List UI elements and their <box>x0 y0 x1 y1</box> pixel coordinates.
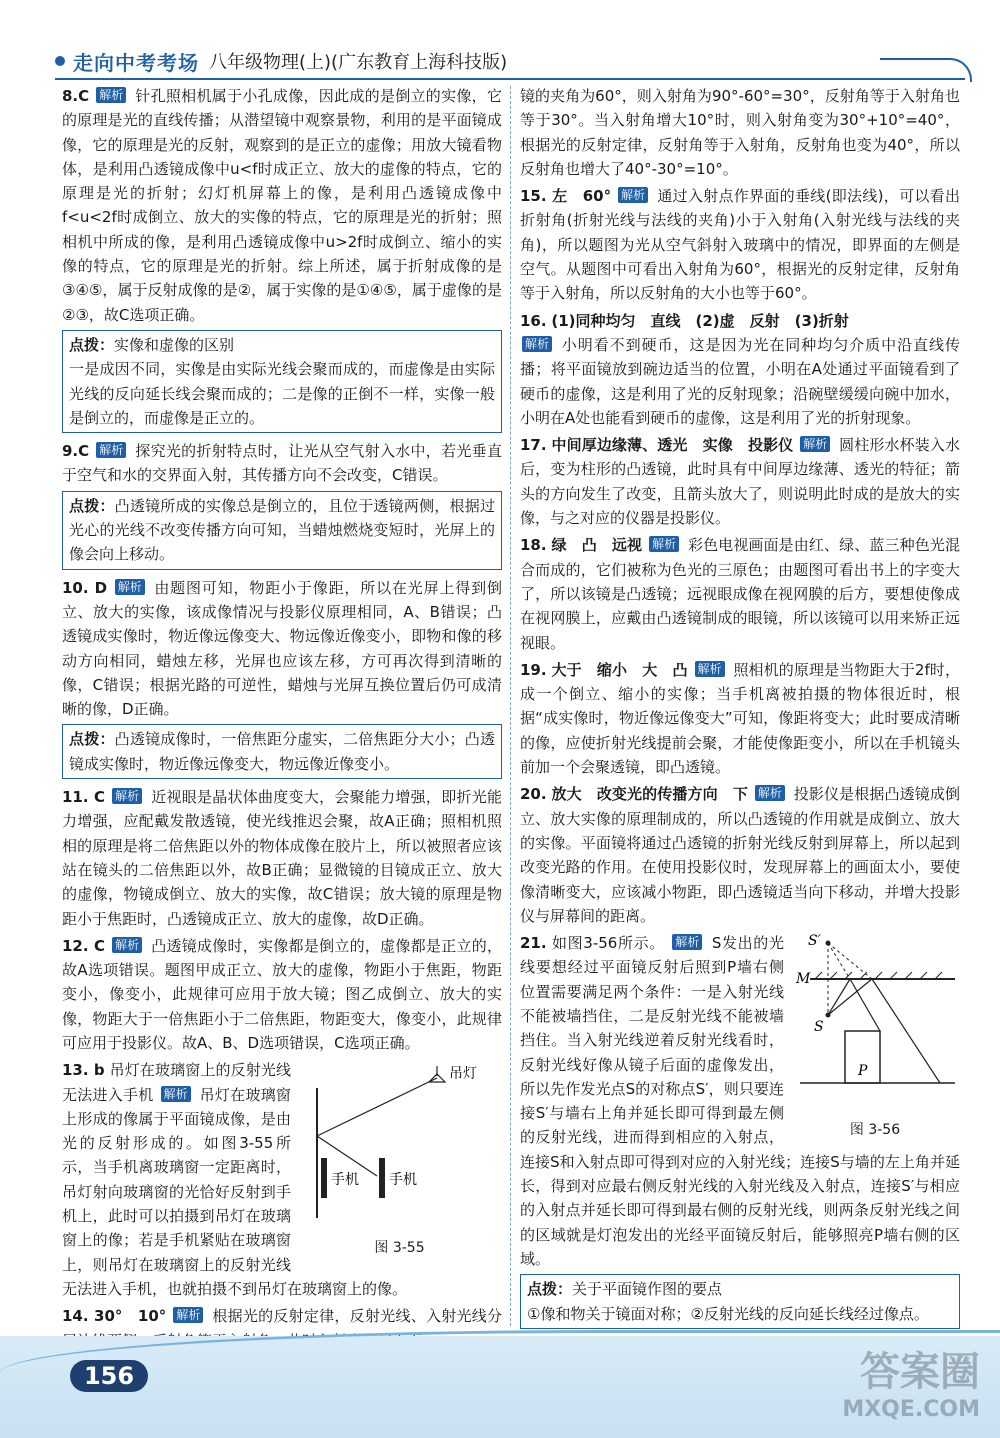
question-16 <box>520 309 960 430</box>
question-answer: 如图3-56所示。 <box>552 934 665 953</box>
question-number: 20. <box>520 785 547 804</box>
phone-far-icon <box>379 1158 385 1198</box>
tip-head: 点拨： <box>69 335 115 354</box>
lamp-label: 吊灯 <box>449 1066 477 1083</box>
question-analysis: 针孔照相机属于小孔成像，因此成的是倒立的实像，它的原理是光的直线传播；从潜望镜中观察景物，利用的是平面镜成像，它的原理是光的反射，观察到的是正立的虚像；用放大镜看物体，是利用凸透镜成像中u<f时成正立、放大的虚像的特点，它的原理是光的折射；幻灯机屏幕上的像，是利用凸透镜成像中f<u<2f时成倒立、放大的实像的特点，它的原理是光的折射；照相机中所成的像，是利用凸透镜成像中u>2f时成倒立、缩小的实像的特点，它的原理是光的折射。综上所述，属于折射成像的是③④⑤，属于反射成像的是②，属于实像的是①④⑤，属于虚像的是②③，故C选项正确。 <box>62 87 502 324</box>
page-number: 156 <box>70 1360 148 1392</box>
question-analysis: 投影仪是根据凸透镜成倒立、放大实像的原理制成的，所以凸透镜的作用就是成倒立、放大的实像。平面镜将通过凸透镜的折射光线反射到屏幕上，所以起到改变光路的作用。在使用投影仪时，发现屏幕上的画面太小，要使像清晰变大，应该减小物距，即凸透镜适当向下移动，并增大投影仪与屏幕间的距离。 <box>520 785 960 925</box>
question-number: 16. <box>520 311 547 330</box>
mirror-label-m: M <box>796 971 811 988</box>
page-header <box>55 44 975 78</box>
book-title: 走向中考考场 <box>73 50 199 75</box>
figure-caption: 图 3-56 <box>849 1122 901 1139</box>
question-number: 14. 30° 10° <box>62 1307 167 1326</box>
question-analysis: 根据光的反射定律，反射光线、入射光线分 <box>212 1307 502 1326</box>
question-answer: 吊灯在玻璃窗上的反射光线无法进入手机 <box>62 1061 291 1104</box>
question-10 <box>62 576 502 722</box>
tip-box-10 <box>62 724 502 779</box>
question-number: 8.C <box>62 87 90 105</box>
question-number: 19. <box>520 660 547 679</box>
question-15 <box>520 184 960 305</box>
analysis-badge: 解析 <box>161 1086 191 1102</box>
analysis-badge: 解析 <box>173 1307 203 1323</box>
question-answer: 放大 改变光的传播方向 下 <box>551 785 748 804</box>
question-9 <box>62 439 502 488</box>
question-answer: 中间厚边缘薄、透光 实像 投影仪 <box>551 436 794 455</box>
right-column <box>520 84 960 1335</box>
reflected-ray-left <box>850 979 880 1031</box>
analysis-badge: 解析 <box>522 336 552 352</box>
question-analysis: 通过入射点作界面的垂线(即法线)，可以看出折射角(折射光线与法线的夹角)小于入射角(入射光线与法线的夹角)，所以题图为光从空气斜射入玻璃中的情况，即界面的左侧是空气。从题图中可看出入射角为60°，根据光的反射定律，反射角等于入射角，所以反射角的大小也等于60°。 <box>520 187 960 303</box>
analysis-badge: 解析 <box>649 536 679 552</box>
question-number: 17. <box>520 436 547 455</box>
question-analysis: 彩色电视画面是由红、绿、蓝三种色光混合而成的，它们被称为色光的三原色；由题图可看出书上的字变大了，所以该镜是凸透镜；远视眼成像在视网膜的后方，要想使像成在视网膜上，应戴由凸透镜制成的眼镜，所以该镜可以用来矫正远视眼。 <box>520 536 960 652</box>
tip-title: 实像和虚像的区别 <box>114 335 235 354</box>
figure-3-56 <box>790 931 960 1143</box>
question-analysis: 圆柱形水杯装入水后，变为柱形的凸透镜，此时具有中间厚边缘薄、透光的特征；箭头的方向发生了改变，且箭头放大了，则说明此时成的是放大的实像，与之对应的仪器是投影仪。 <box>520 436 960 528</box>
column-divider <box>510 86 511 1326</box>
question-answer: (1)同种均匀 直线 (2)虚 反射 (3)折射 <box>551 311 849 330</box>
question-21 <box>520 931 960 1271</box>
incident-ray <box>317 1078 437 1136</box>
tip-box-9 <box>62 491 502 570</box>
question-19 <box>520 658 960 779</box>
phone-near-window-icon <box>321 1158 327 1198</box>
question-number: 13. b <box>62 1061 105 1080</box>
phone1-label: 手机 <box>331 1172 359 1189</box>
header-curve-decoration <box>880 58 972 82</box>
analysis-badge: 解析 <box>96 87 126 103</box>
question-number: 21. <box>520 934 547 953</box>
header-rule <box>55 78 965 80</box>
question-answer: 绿 凸 远视 <box>551 536 643 555</box>
s-prime-label: S′ <box>808 933 821 950</box>
figure-caption: 图 3-55 <box>374 1239 425 1256</box>
p-label: P <box>858 1063 868 1080</box>
tip-body: 凸透镜所成的实像总是倒立的，且位于透镜两侧，根据过光心的光线不改变传播方向可知，当蜡烛燃烧变短时，光屏上的像会向上移动。 <box>69 496 495 564</box>
question-analysis: 照相机的原理是当物距大于2f时，成一个倒立、缩小的实像；当手机离被拍摄的物体很近时，根据“成实像时，物近像远像变大”可知，像距将变大；此时要成清晰的像，应使折射光线提前会聚，才能使像距变小，所以在手机镜头前加一个会聚透镜，即凸透镜。 <box>520 660 960 777</box>
question-analysis: 凸透镜成像时，实像都是倒立的，虚像都是正立的，故A选项错误。题图甲成正立、放大的虚像，物距小于焦距，物距变小，像变小，此规律可应用于放大镜；图乙成倒立、放大的实像，物距大于一倍焦距小于二倍焦距，物距变大，像变小，此规律可应用于投影仪。故A、B、D选项错误，C选项正确。 <box>62 936 502 1052</box>
analysis-badge: 解析 <box>800 436 830 452</box>
analysis-badge: 解析 <box>672 934 702 950</box>
question-20 <box>520 782 960 928</box>
tip-box-8 <box>62 330 502 433</box>
question-analysis: 吊灯在玻璃窗上形成的像属于平面镜成像，是由光的反射形成的。如图3-55所示，当手机离玻璃窗一定距离时，吊灯射向玻璃窗的光恰好反射到手机上，此时可以拍摄到吊灯在玻璃窗上的像；若是手机紧贴在玻璃窗上，则吊灯在玻璃窗上的反射光线无法进入手机，也就拍摄不到吊灯在玻璃窗上的像。 <box>62 1085 408 1298</box>
incident-ray-left <box>828 979 850 1015</box>
question-12 <box>62 934 502 1055</box>
watermark-logo: 答案圈 <box>860 1349 980 1395</box>
analysis-badge: 解析 <box>618 187 648 203</box>
tip-body: 一是成因不同，实像是由实际光线会聚而成的，而虚像是由实际光线的反向延长线会聚而成的；二是像的正倒不一样，实像一般是倒立的，而虚像是正立的。 <box>69 360 495 427</box>
tip-head: 点拨： <box>527 1280 573 1299</box>
question-number: 10. D <box>62 578 108 597</box>
header-dot-icon <box>55 56 65 66</box>
question-14-continued: 镜的夹角为60°，则入射角为90°-60°=30°，反射角等于入射角也等于30°。当入射角增大10°时，则入射角变为30°+10°=40°，根据光的反射定律，反射角等于入射角，反射角也变为40°，所以反射角也增大了40°-30°=10°。 <box>520 87 960 178</box>
analysis-badge: 解析 <box>755 785 785 801</box>
analysis-badge: 解析 <box>112 788 142 804</box>
question-analysis: S发出的光线要想经过平面镜反射后照到P墙右侧位置需要满足两个条件：一是入射光线不能被墙挡住，二是反射光线不能被墙挡住。当入射光线逆着反射光线看时，反射光线好像从镜子后 <box>520 934 784 1074</box>
figure-3-55-diagram <box>297 1058 502 1228</box>
question-number: 15. 左 60° <box>520 187 612 206</box>
question-11 <box>62 785 502 931</box>
tip-body: ①像和物关于镜面对称；②反射光线的反向延长线经过像点。 <box>527 1304 929 1323</box>
watermark <box>800 1340 980 1430</box>
analysis-badge: 解析 <box>112 937 142 953</box>
question-number: 12. C <box>62 936 106 955</box>
figure-3-56-diagram <box>790 931 960 1111</box>
phone2-label: 手机 <box>389 1172 417 1189</box>
question-analysis: 探究光的折射特点时，让光从空气射入水中，若光垂直于空气和水的交界面入射，其传播方向不会改变，C错误。 <box>62 442 502 485</box>
question-analysis: 由题图可知，物距小于像距，所以在光屏上得到倒立、放大的实像，该成像情况与投影仪原理相同，A、B错误；凸透镜成实像时，物近像远像变大、物远像近像变小，即物和像的移动方向相同，蜡烛左移，光屏也应该左移，方可再次得到清晰的像，C错误；根据光路的可逆性，蜡烛与光屏互换位置后仍可成清晰的像，D正确。 <box>62 578 502 719</box>
question-number: 18. <box>520 536 547 555</box>
question-analysis: 近视眼是晶状体曲度变大，会聚能力增强，即折光能力增强，应配戴发散透镜，使光线推迟会聚，故A正确；照相机照相的原理是将二倍焦距以外的物体成像在胶片上，所以被照者应该站在镜头的二倍焦距以外，故B正确；显微镜的目镜成正立、放大的虚像，物镜成倒立、放大的实像，故C错误；放大镜的原理是物距小于焦距时，凸透镜成正立、放大的虚像，故D正确。 <box>62 788 502 928</box>
question-analysis: 小明看不到硬币，这是因为光在同种均匀介质中沿直线传播；将平面镜放到碗边适当的位置，小明在A处通过平面镜看到了硬币的虚像，这是利用了光的反射现象；沿碗壁缓缓向碗中加水，小明在A处也能看到硬币的虚像，这是利用了光的折射现象。 <box>520 335 960 427</box>
left-column <box>62 84 502 1356</box>
question-number: 9.C <box>62 442 90 461</box>
analysis-badge: 解析 <box>96 442 126 458</box>
question-17 <box>520 433 960 530</box>
question-18 <box>520 533 960 654</box>
question-answer: 大于 缩小 大 凸 <box>551 660 688 679</box>
tip-head: 点拨： <box>69 730 115 749</box>
tip-title: 关于平面镜作图的要点 <box>572 1280 723 1299</box>
reflected-ray-right <box>872 979 940 1083</box>
watermark-site: MXQE.COM <box>842 1397 980 1422</box>
figure-3-55 <box>297 1058 502 1260</box>
analysis-badge: 解析 <box>115 579 145 595</box>
incident-ray-right <box>828 979 872 1015</box>
tip-head: 点拨： <box>69 496 115 515</box>
s-label: S <box>814 1019 824 1036</box>
analysis-badge: 解析 <box>695 661 725 677</box>
tip-body: 凸透镜成像时，一倍焦距分虚实，二倍焦距分大小；凸透镜成实像时，物近像远像变大，物远像近像变小。 <box>69 730 495 773</box>
question-number: 11. C <box>62 788 106 807</box>
question-13 <box>62 1058 502 1301</box>
question-analysis-continued: 面的虚像发出，所以先作发光点S的对称点S′，则只要连接S′与墙右上角并延长即可得到最左侧的反射光线，进而得到相应的入射点，连接S和入射点即可得到对应的入射光线；连接S与墙的左上角并延长，得到对应最右侧反射光线的入射光线及入射点，连接S′与相应的入射点并延长即可得到最右侧的反射光线，则两条反射光线之间的区域就是灯泡发出的光经平面镜反射后，能够照亮P墙右侧的区域。 <box>520 1055 960 1268</box>
tip-box-21 <box>520 1274 960 1329</box>
dashed-extension-2 <box>828 943 850 979</box>
question-8 <box>62 84 502 327</box>
book-subtitle: 八年级物理(上)(广东教育上海科技版) <box>209 52 508 73</box>
mirror-hatching <box>815 972 942 979</box>
